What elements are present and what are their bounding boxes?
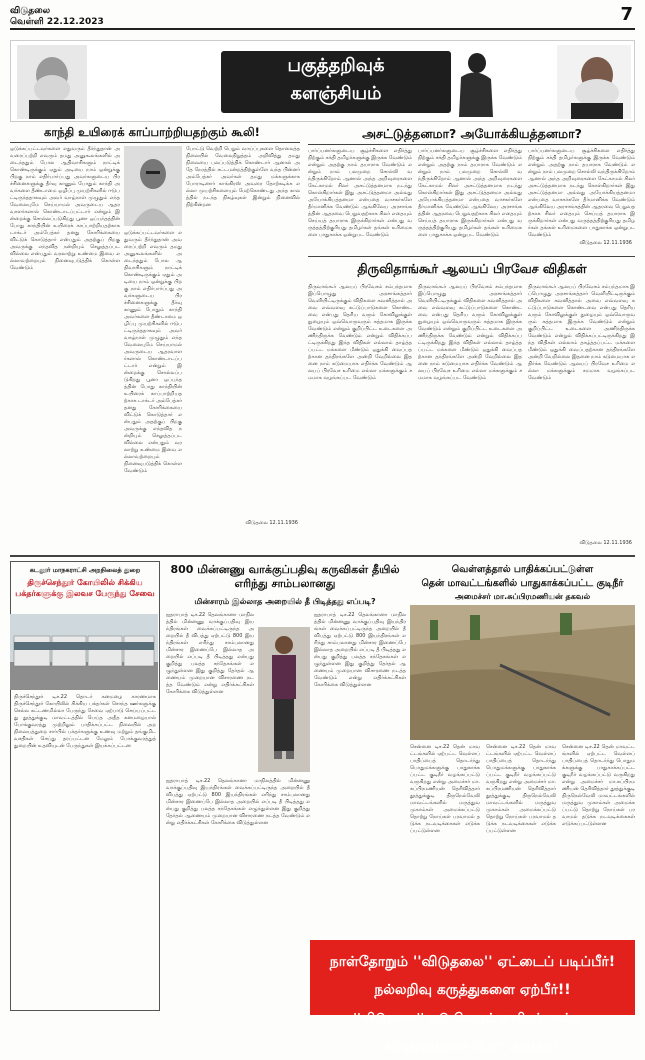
article2-column3: பார்ப்பனர்களுடைய சூழ்ச்சிகளை எதிர்த்து நிற்கும் சக்தி தமிழர்களுக்கு இருக்க வேண்டும் என்றும் அதற்கு நாம் தயாராக வேண்டும் என்றும் நாம் பலமுறை சொல்லி வந்திருக்கிறோம் ஆனால் அந்த அறிவுரைகளை கேட்காமல் சிலர் அசட்டுத்தனமாக நடந்து கொள்கிறார்கள் இது அசட்டுத்தனமா அல்லது அயோக்கியத்தனமா என்பதை வாசகர்களே தீர்மானிக்க வேண்டும் ஆங்கிலேய அரசாங்கத்தின் ஆதரவை பெறுவதற்காக சிலர் எதையும் செய்யத் தயாராக இருக்கிறார்கள் என்பது வருத்தத்திற்குரியது தமிழர்கள் தங்கள் உரிமைகளை பாதுகாக்க ஒன்றுபட வேண்டும் (528, 148, 635, 238)
article6-column1: சென்னை டிச.22 தென் மாவட்டங்களில் ஏற்பட்ட வெள்ளப் பாதிப்பைத் தொடர்ந்து பொதுமக்களுக்கு பாதுகாக்கப்பட்ட குடிநீர் வழங்கப்பட்டு வருகிறது என்று அமைச்சர் மா.சுப்பிரமணியன் தெரிவித்தார் தூத்துக்குடி திருநெல்வேலி மாவட்டங்களில் மருத்துவ முகாம்கள் அமைக்கப்பட்டு தொற்று நோய்கள் பரவாமல் தடுக்க நடவடிக்கைகள் எடுக்கப்பட்டுள்ளன (410, 744, 480, 834)
promo-line1: நாள்தோறும் ''விடுதலை'' ஏட்டைப் படிப்பீர்! நல்லறிவு கருத்துகளை ஏற்பீர்!! (329, 954, 616, 998)
article6-headline: தென் மாவட்டங்களில் பாதுகாக்கப்பட்ட குடிநீர் (421, 578, 624, 589)
man-photo (258, 627, 310, 772)
article3-byline: விடுதலை 12.11.1936 (579, 540, 632, 546)
divider (308, 256, 635, 257)
article5-column1: ஐதராபாத் டிச.22 தெலங்கானா மாநிலத்தில் மின்னணு வாக்குப்பதிவு இயந்திரங்கள் வைக்கப்பட்டிருந்த அறையில் தீ விபத்து ஏற்பட்டு 800 இயந்திரங்கள் எரிந்து சாம்பலானது மின்சார இணைப்பே இல்லாத அறையில் எப்படி தீ பிடித்தது என்பது குறித்து பலத்த சந்தேகங்கள் எழுந்துள்ளன இது குறித்து தேர்தல் ஆணையம் முறையான விசாரணை நடத்த வேண்டும் என்று எதிர்க்கட்சிகள் கோரிக்கை விடுத்துள்ளன (166, 612, 254, 695)
gandhi-photo (124, 146, 182, 226)
article5-column2: ஐதராபாத் டிச.22 தெலங்கானா மாநிலத்தில் மின்னணு வாக்குப்பதிவு இயந்திரங்கள் வைக்கப்பட்டிருந்த அறையில் தீ விபத்து ஏற்பட்டு 800 இயந்திரங்கள் எரிந்து சாம்பலானது மின்சார இணைப்பே இல்லாத அறையில் எப்படி தீ பிடித்தது என்பது குறித்து பலத்த சந்தேகங்கள் எழுந்துள்ளன இது குறித்து தேர்தல் ஆணையம் முறையான விசாரணை நடத்த வேண்டும் என்று எதிர்க்கட்சிகள் கோரிக்கை விடுத்துள்ளன (166, 778, 310, 826)
article6-kicker: வெள்ளத்தால் பாதிக்கப்பட்டுள்ள (451, 564, 594, 575)
promo-line2: ''விடுதலை'' ஏடு வெறும் காகிதம் அல்ல - விடியலுக்கான போர் ஆயுதம்! (353, 1010, 592, 1053)
article4-kicker: கடலூர் மாநகராட்சி அறநிலைத் துறை (29, 566, 141, 574)
article3-column2: திருவாங்கூர் ஆலயப் பிரவேசம் சம்பந்தமாக இப்பொழுது அரசாங்கத்தார் வெளியிட்டிருக்கும் விதிகளை கவனித்தால் அவை எவ்வளவு கட்டுப்பாடுகளை கொண்டவை என்பது தெரிய வரும் கோவிலுக்குள் நுழையும் ஒவ்வொருவரும் சுத்தமாக இருக்க வேண்டும் என்றும் குறிப்பிட்ட உடைகளை அணிந்திருக்க வேண்டும் என்றும் விதிக்கப்பட்டிருக்கிறது இந்த விதிகள் எல்லாம் தாழ்த்தப்பட்ட மக்களை மீண்டும் ஒதுக்கி வைப்பதற்கான தந்திரங்களே அன்றி வேறில்லை இதனை நாம் கடுமையாக எதிர்க்க வேண்டும் ஆலயப் பிரவேச உரிமை எல்லா மக்களுக்கும் சமமாக வழங்கப்பட வேண்டும் (418, 284, 522, 381)
article2-headline: அசட்டுத்தனமா? அயோக்கியத்தனமா? (362, 126, 582, 141)
article4-headline: திருச்செந்தூர் கோயிலில் சிக்கிய பக்தர்களுக்கு இலவச பேருந்து சேவை (15, 578, 155, 598)
portrait-left-image (17, 45, 87, 119)
article1-text: ஒடுக்கப்பட்டவர்களை எதுவரும் தீர்ந்துதான் அவரைப்பற்றி எவரும் தமது அனுகூலங்களில் அடைந்ததும் போல ஆதிவாசிகளும் நாட்டிக் கொண்டிருக்கும் ஏதும் அடியை நாம் ஒன்றுக்கு பிறகு நாம் எதிர்பார்ப்பது அவர்களுடைய பிரச்சினைகளுக்கு தீர்வு காணும் போதும் காந்தி அவர்களை தீண்டாமை ஒழிப்பு முயற்சிகளில் ஈடுபட்டிருந்ததாகவும் அவர் வாழ்நாள் முழுதும் எந்த வேலையுமே செய்யாமல் அவருடைய ஆதரவாளர்களால் கொண்டாடப்பட்டார் என்றும் இன்றைக்கு சொல்லப்படுகிறது பூனா ஒப்பந்தத்தின் போது காந்தியின் உயிரைக் காப்பாற்றியதற்காக டாக்டர் அம்பேத்கர் தனது கோரிக்கையை விட்டுக் கொடுத்தார் என்பதும் அதற்குப் பிறகு அவருக்கு எந்தவித நன்றியும் செலுத்தப்படவில்லை என்பதும் வரலாற்று உண்மை இவை எல்லாவற்றையும் நினைவுபடுத்திக் கொள்ள வேண்டும் (10, 146, 120, 271)
masthead-info (10, 6, 104, 28)
masthead (10, 4, 635, 30)
article3-column3: திருவாங்கூர் ஆலயப் பிரவேசம் சம்பந்தமாக இப்பொழுது அரசாங்கத்தார் வெளியிட்டிருக்கும் விதிகளை கவனித்தால் அவை எவ்வளவு கட்டுப்பாடுகளை கொண்டவை என்பது தெரிய வரும் கோவிலுக்குள் நுழையும் ஒவ்வொருவரும் சுத்தமாக இருக்க வேண்டும் என்றும் குறிப்பிட்ட உடைகளை அணிந்திருக்க வேண்டும் என்றும் விதிக்கப்பட்டிருக்கிறது இந்த விதிகள் எல்லாம் தாழ்த்தப்பட்ட மக்களை மீண்டும் ஒதுக்கி வைப்பதற்கான தந்திரங்களே அன்றி வேறில்லை இதனை நாம் கடுமையாக எதிர்க்க வேண்டும் ஆலயப் பிரவேச உரிமை எல்லா மக்களுக்கும் சமமாக வழங்கப்பட வேண்டும் (528, 284, 635, 381)
section-banner (10, 40, 635, 122)
paper-name: விடுதலை (10, 6, 51, 16)
article3-column1: திருவாங்கூர் ஆலயப் பிரவேசம் சம்பந்தமாக இப்பொழுது அரசாங்கத்தார் வெளியிட்டிருக்கும் விதிகளை கவனித்தால் அவை எவ்வளவு கட்டுப்பாடுகளை கொண்டவை என்பது தெரிய வரும் கோவிலுக்குள் நுழையும் ஒவ்வொருவரும் சுத்தமாக இருக்க வேண்டும் என்றும் குறிப்பிட்ட உடைகளை அணிந்திருக்க வேண்டும் என்றும் விதிக்கப்பட்டிருக்கிறது இந்த விதிகள் எல்லாம் தாழ்த்தப்பட்ட மக்களை மீண்டும் ஒதுக்கி வைப்பதற்கான தந்திரங்களே அன்றி வேறில்லை இதனை நாம் கடுமையாக எதிர்க்க வேண்டும் ஆலயப் பிரவேச உரிமை எல்லா மக்களுக்கும் சமமாக வழங்கப்பட வேண்டும் (308, 284, 412, 381)
article2-column1: பார்ப்பனர்களுடைய சூழ்ச்சிகளை எதிர்த்து நிற்கும் சக்தி தமிழர்களுக்கு இருக்க வேண்டும் என்றும் அதற்கு நாம் தயாராக வேண்டும் என்றும் நாம் பலமுறை சொல்லி வந்திருக்கிறோம் ஆனால் அந்த அறிவுரைகளை கேட்காமல் சிலர் அசட்டுத்தனமாக நடந்து கொள்கிறார்கள் இது அசட்டுத்தனமா அல்லது அயோக்கியத்தனமா என்பதை வாசகர்களே தீர்மானிக்க வேண்டும் ஆங்கிலேய அரசாங்கத்தின் ஆதரவை பெறுவதற்காக சிலர் எதையும் செய்யத் தயாராக இருக்கிறார்கள் என்பது வருத்தத்திற்குரியது தமிழர்கள் தங்கள் உரிமைகளை பாதுகாக்க ஒன்றுபட வேண்டும் (308, 148, 412, 238)
article1-column3: போட்டு வெற்றி பெறும் வாய்ப்புகளை தொலைத்த நிலையில் வேலைநிறுத்தம் அறிவித்து தமது நிலையை பலப்படுத்திக் கொண்டார் ஆனால் அதே நேரத்தில் சட்டமன்றத்திற்குள்ளே வந்த பின்னர் அம்பேத்கர் அவர்கள் தமது மக்களுக்காக போராடினார் காங்கிரஸ் அவரை தோற்கடிக்க எல்லா முயற்சிகளையும் மேற்கொண்டது அந்த காலத்தில் நடந்த நிகழ்வுகள் இன்றும் நினைவில் நிற்கின்றன (186, 146, 300, 208)
divider (308, 144, 635, 145)
article5-column3: ஐதராபாத் டிச.22 தெலங்கானா மாநிலத்தில் மின்னணு வாக்குப்பதிவு இயந்திரங்கள் வைக்கப்பட்டிருந்த அறையில் தீ விபத்து ஏற்பட்டு 800 இயந்திரங்கள் எரிந்து சாம்பலானது மின்சார இணைப்பே இல்லாத அறையில் எப்படி தீ பிடித்தது என்பது குறித்து பலத்த சந்தேகங்கள் எழுந்துள்ளன இது குறித்து தேர்தல் ஆணையம் முறையான விசாரணை நடத்த வேண்டும் என்று எதிர்க்கட்சிகள் கோரிக்கை விடுத்துள்ளன (314, 612, 406, 688)
article2-byline: விடுதலை 12.11.1936 (579, 240, 632, 246)
page-number: 7 (620, 4, 633, 25)
promo-banner (310, 940, 635, 1053)
article6-subheadline: அமைச்சர் மா.சுப்பிரமணியன் தகவல் (454, 592, 591, 601)
article3-headline: திருவிதாங்கூர் ஆலயப் பிரவேச விதிகள் (357, 261, 587, 276)
article1-column2: ஒடுக்கப்பட்டவர்களை எதுவரும் தீர்ந்துதான் அவரைப்பற்றி எவரும் தமது அனுகூலங்களில் அடைந்ததும் போல ஆதிவாசிகளும் நாட்டிக் கொண்டிருக்கும் ஏதும் அடியை நாம் ஒன்றுக்கு பிறகு நாம் எதிர்பார்ப்பது அவர்களுடைய பிரச்சினைகளுக்கு தீர்வு காணும் போதும் காந்தி அவர்களை தீண்டாமை ஒழிப்பு முயற்சிகளில் ஈடுபட்டிருந்ததாகவும் அவர் வாழ்நாள் முழுதும் எந்த வேலையுமே செய்யாமல் அவருடைய ஆதரவாளர்களால் கொண்டாடப்பட்டார் என்றும் இன்றைக்கு சொல்லப்படுகிறது பூனா ஒப்பந்தத்தின் போது காந்தியின் உயிரைக் காப்பாற்றியதற்காக டாக்டர் அம்பேத்கர் தனது கோரிக்கையை விட்டுக் கொடுத்தார் என்பதும் அதற்குப் பிறகு அவருக்கு எந்தவித நன்றியும் செலுத்தப்படவில்லை என்பதும் வரலாற்று உண்மை இவை எல்லாவற்றையும் நினைவுபடுத்திக் கொள்ள வேண்டும் (124, 230, 182, 474)
article1-headline: காந்தி உயிரைக் காப்பாற்றியதற்கும் கூலி! (44, 125, 260, 139)
section-divider (10, 555, 635, 557)
thinker-statue-image (451, 47, 501, 119)
flood-photo (410, 605, 635, 740)
article4-body: திருச்செந்தூர் டிச.22 தொடர் கனமழை காரணமாக திருச்செந்தூர் கோயிலில் சிக்கிய பக்தர்கள் சொந்த ஊர்களுக்கு செல்ல கட்டணமில்லா பேருந்து சேவை ஏற்பாடு செய்யப்பட்டது தூத்துக்குடி மாவட்டத்தில் பெய்த அதீத கனமழையால் போக்குவரத்து முற்றிலும் பாதிக்கப்பட்ட நிலையில் அறநிலையத்துறை சார்பில் பக்தர்களுக்கு உணவு மற்றும் தங்குமிட வசதிகள் செய்து தரப்பட்டன மேலும் போக்குவரத்துத் துறையின் உதவியுடன் பேருந்துகள் இயக்கப்பட்டன (14, 694, 156, 749)
portrait-right-image (557, 45, 631, 119)
issue-date: வெள்ளி 22.12.2023 (10, 17, 104, 27)
article5-headline: 800 மின்னணு வாக்குப்பதிவு கருவிகள் தீயில் எரிந்து சாம்பலானது (170, 563, 400, 590)
article5-subhead: மின்சாரம் இல்லாத அறையில் தீ பிடித்தது எப்படி? (194, 597, 376, 606)
banner-title: பகுத்தறிவுக் களஞ்சியம் (221, 51, 451, 113)
divider (10, 142, 300, 143)
buses-photo (10, 614, 158, 690)
article1-byline: விடுதலை 12.11.1936 (245, 520, 298, 526)
article6-column2: சென்னை டிச.22 தென் மாவட்டங்களில் ஏற்பட்ட வெள்ளப் பாதிப்பைத் தொடர்ந்து பொதுமக்களுக்கு பாதுகாக்கப்பட்ட குடிநீர் வழங்கப்பட்டு வருகிறது என்று அமைச்சர் மா.சுப்பிரமணியன் தெரிவித்தார் தூத்துக்குடி திருநெல்வேலி மாவட்டங்களில் மருத்துவ முகாம்கள் அமைக்கப்பட்டு தொற்று நோய்கள் பரவாமல் தடுக்க நடவடிக்கைகள் எடுக்கப்பட்டுள்ளன (486, 744, 556, 834)
article2-column2: பார்ப்பனர்களுடைய சூழ்ச்சிகளை எதிர்த்து நிற்கும் சக்தி தமிழர்களுக்கு இருக்க வேண்டும் என்றும் அதற்கு நாம் தயாராக வேண்டும் என்றும் நாம் பலமுறை சொல்லி வந்திருக்கிறோம் ஆனால் அந்த அறிவுரைகளை கேட்காமல் சிலர் அசட்டுத்தனமாக நடந்து கொள்கிறார்கள் இது அசட்டுத்தனமா அல்லது அயோக்கியத்தனமா என்பதை வாசகர்களே தீர்மானிக்க வேண்டும் ஆங்கிலேய அரசாங்கத்தின் ஆதரவை பெறுவதற்காக சிலர் எதையும் செய்யத் தயாராக இருக்கிறார்கள் என்பது வருத்தத்திற்குரியது தமிழர்கள் தங்கள் உரிமைகளை பாதுகாக்க ஒன்றுபட வேண்டும் (418, 148, 522, 238)
article1-column1 (10, 146, 120, 516)
article6-column3: சென்னை டிச.22 தென் மாவட்டங்களில் ஏற்பட்ட வெள்ளப் பாதிப்பைத் தொடர்ந்து பொதுமக்களுக்கு பாதுகாக்கப்பட்ட குடிநீர் வழங்கப்பட்டு வருகிறது என்று அமைச்சர் மா.சுப்பிரமணியன் தெரிவித்தார் தூத்துக்குடி திருநெல்வேலி மாவட்டங்களில் மருத்துவ முகாம்கள் அமைக்கப்பட்டு தொற்று நோய்கள் பரவாமல் தடுக்க நடவடிக்கைகள் எடுக்கப்பட்டுள்ளன (562, 744, 635, 827)
